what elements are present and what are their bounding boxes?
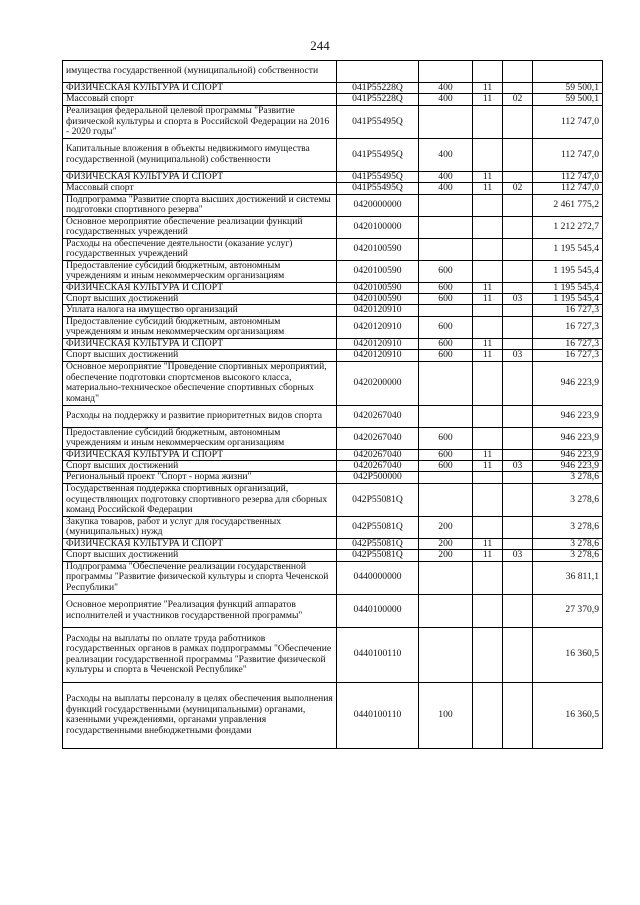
cell-target-code: 041P55228Q (337, 83, 419, 94)
cell-section (473, 405, 503, 427)
cell-target-code: 0440100000 (337, 594, 419, 627)
cell-amount: 112 747,0 (533, 138, 603, 171)
cell-expense-type: 600 (419, 316, 473, 338)
cell-subsection (503, 682, 533, 748)
cell-target-code: 0440100110 (337, 627, 419, 682)
cell-section (473, 361, 503, 405)
table-row (63, 138, 603, 171)
cell-amount: 946 223,9 (533, 427, 603, 449)
table-row (63, 561, 603, 594)
cell-amount: 16 727,3 (533, 316, 603, 338)
cell-section (473, 682, 503, 748)
cell-section (473, 427, 503, 449)
cell-subsection (503, 427, 533, 449)
cell-section: 11 (473, 83, 503, 94)
table-row (63, 294, 603, 305)
cell-expense-type: 600 (419, 260, 473, 282)
cell-amount: 1 195 545,4 (533, 294, 603, 305)
cell-subsection (503, 171, 533, 182)
table-row (63, 61, 603, 83)
cell-subsection (503, 194, 533, 216)
page-number: 244 (310, 38, 330, 53)
table-row (63, 194, 603, 216)
cell-target-code: 042P55081Q (337, 516, 419, 538)
cell-target-code: 0440100110 (337, 682, 419, 748)
cell-expense-type: 600 (419, 282, 473, 293)
cell-expense-type (419, 238, 473, 260)
cell-amount: 946 223,9 (533, 405, 603, 427)
cell-target-code: 0420100000 (337, 216, 419, 238)
table-row (63, 94, 603, 105)
cell-amount: 1 195 545,4 (533, 260, 603, 282)
cell-target-code: 041P55495Q (337, 138, 419, 171)
table-row (63, 627, 603, 682)
cell-target-code: 042P55081Q (337, 483, 419, 516)
cell-name: Капитальные вложения в объекты недвижимого имущества государственной (муниципальной) собственности (63, 138, 337, 171)
cell-amount: 946 223,9 (533, 449, 603, 460)
table-row (63, 682, 603, 748)
cell-expense-type (419, 561, 473, 594)
cell-name: Основное мероприятие "Проведение спортивных мероприятий, обеспечение подготовки спортсменов высокого класса, материально-техническое обеспечение спортивных сборных команд" (63, 361, 337, 405)
table-row (63, 483, 603, 516)
cell-expense-type (419, 483, 473, 516)
cell-section (473, 105, 503, 138)
cell-section: 11 (473, 550, 503, 561)
cell-subsection (503, 105, 533, 138)
cell-expense-type: 600 (419, 449, 473, 460)
table-row (63, 538, 603, 549)
cell-amount (533, 61, 603, 83)
cell-name: Подпрограмма "Обеспечение реализации государственной программы "Развитие физической культуры и спорта Чеченской Республики" (63, 561, 337, 594)
cell-section (473, 516, 503, 538)
cell-name: Государственная поддержка спортивных организаций, осуществляющих подготовку спортивного резерва для сборных команд Российской Федерации (63, 483, 337, 516)
cell-amount: 3 278,6 (533, 516, 603, 538)
cell-name: Основное мероприятие "Реализация функций аппаратов исполнителей и участников государственной программы" (63, 594, 337, 627)
cell-subsection (503, 361, 533, 405)
cell-target-code: 0420100590 (337, 238, 419, 260)
cell-target-code: 0420120910 (337, 305, 419, 316)
table-row (63, 350, 603, 361)
cell-section: 11 (473, 449, 503, 460)
cell-name: Предоставление субсидий бюджетным, автономным учреждениям и иным некоммерческим организациям (63, 260, 337, 282)
cell-name: Уплата налога на имущество организаций (63, 305, 337, 316)
cell-name: ФИЗИЧЕСКАЯ КУЛЬТУРА И СПОРТ (63, 449, 337, 460)
cell-name: Спорт высших достижений (63, 350, 337, 361)
cell-expense-type: 400 (419, 138, 473, 171)
cell-expense-type (419, 305, 473, 316)
cell-section (473, 138, 503, 171)
cell-section (473, 305, 503, 316)
cell-target-code: 0420100590 (337, 260, 419, 282)
cell-target-code: 0420120910 (337, 316, 419, 338)
cell-target-code: 042P55081Q (337, 538, 419, 549)
table-row (63, 316, 603, 338)
cell-amount: 3 278,6 (533, 472, 603, 483)
cell-subsection (503, 483, 533, 516)
cell-amount: 27 370,9 (533, 594, 603, 627)
cell-amount: 16 727,3 (533, 350, 603, 361)
cell-amount: 112 747,0 (533, 183, 603, 194)
cell-target-code: 0420100590 (337, 282, 419, 293)
cell-expense-type (419, 61, 473, 83)
table-row (63, 83, 603, 94)
cell-section: 11 (473, 94, 503, 105)
cell-amount: 16 360,5 (533, 682, 603, 748)
table-row (63, 338, 603, 349)
cell-subsection (503, 282, 533, 293)
cell-subsection: 02 (503, 94, 533, 105)
cell-target-code: 042P500000 (337, 472, 419, 483)
cell-target-code: 042P55081Q (337, 550, 419, 561)
cell-name: ФИЗИЧЕСКАЯ КУЛЬТУРА И СПОРТ (63, 83, 337, 94)
cell-subsection (503, 627, 533, 682)
cell-expense-type (419, 105, 473, 138)
cell-expense-type: 400 (419, 171, 473, 182)
cell-expense-type (419, 216, 473, 238)
cell-name: Реализация федеральной целевой программы "Развитие физической культуры и спорта в Российской Федерации на 2016 - 2020 годы" (63, 105, 337, 138)
cell-subsection (503, 594, 533, 627)
cell-section: 11 (473, 294, 503, 305)
budget-table (62, 60, 603, 749)
cell-target-code: 041P55495Q (337, 105, 419, 138)
table-row (63, 105, 603, 138)
cell-amount: 1 212 272,7 (533, 216, 603, 238)
table-row (63, 361, 603, 405)
cell-subsection (503, 472, 533, 483)
cell-name: ФИЗИЧЕСКАЯ КУЛЬТУРА И СПОРТ (63, 538, 337, 549)
cell-name: Массовый спорт (63, 94, 337, 105)
cell-target-code: 0420267040 (337, 461, 419, 472)
table-row (63, 282, 603, 293)
cell-amount: 1 195 545,4 (533, 282, 603, 293)
cell-subsection: 03 (503, 550, 533, 561)
cell-expense-type: 100 (419, 682, 473, 748)
cell-section: 11 (473, 350, 503, 361)
cell-expense-type: 600 (419, 350, 473, 361)
cell-amount: 112 747,0 (533, 105, 603, 138)
cell-name: Расходы на поддержку и развитие приоритетных видов спорта (63, 405, 337, 427)
cell-amount: 112 747,0 (533, 171, 603, 182)
cell-section (473, 238, 503, 260)
cell-subsection (503, 305, 533, 316)
cell-amount: 59 500,1 (533, 94, 603, 105)
cell-name: Расходы на выплаты персоналу в целях обеспечения выполнения функций государственными (муниципальными) органами, казенными учреждениями, органами управления государственными внебюджетными фондами (63, 682, 337, 748)
cell-subsection (503, 561, 533, 594)
cell-amount: 946 223,9 (533, 361, 603, 405)
cell-amount: 16 360,5 (533, 627, 603, 682)
cell-section (473, 627, 503, 682)
table-row (63, 516, 603, 538)
table-body (63, 61, 603, 749)
cell-subsection (503, 338, 533, 349)
cell-expense-type: 600 (419, 461, 473, 472)
cell-section (473, 316, 503, 338)
cell-subsection: 03 (503, 294, 533, 305)
cell-section (473, 561, 503, 594)
cell-amount: 59 500,1 (533, 83, 603, 94)
cell-name: Подпрограмма "Развитие спорта высших достижений и системы подготовки спортивного резерва" (63, 194, 337, 216)
cell-amount: 2 461 775,2 (533, 194, 603, 216)
cell-subsection (503, 538, 533, 549)
cell-section (473, 260, 503, 282)
cell-subsection (503, 138, 533, 171)
table-row (63, 260, 603, 282)
cell-target-code: 0420000000 (337, 194, 419, 216)
cell-target-code: 0420120910 (337, 350, 419, 361)
cell-expense-type: 200 (419, 516, 473, 538)
cell-amount: 3 278,6 (533, 550, 603, 561)
cell-expense-type (419, 594, 473, 627)
table-row (63, 238, 603, 260)
cell-expense-type: 400 (419, 83, 473, 94)
cell-amount: 1 195 545,4 (533, 238, 603, 260)
cell-target-code: 0440000000 (337, 561, 419, 594)
cell-name: Спорт высших достижений (63, 550, 337, 561)
cell-expense-type (419, 472, 473, 483)
cell-subsection (503, 316, 533, 338)
cell-name: ФИЗИЧЕСКАЯ КУЛЬТУРА И СПОРТ (63, 282, 337, 293)
cell-subsection (503, 83, 533, 94)
cell-expense-type: 600 (419, 294, 473, 305)
cell-expense-type: 600 (419, 338, 473, 349)
table-row (63, 449, 603, 460)
cell-subsection (503, 449, 533, 460)
cell-section: 11 (473, 171, 503, 182)
cell-target-code: 0420267040 (337, 427, 419, 449)
cell-section (473, 194, 503, 216)
cell-subsection (503, 405, 533, 427)
cell-section: 11 (473, 461, 503, 472)
cell-target-code: 041P55228Q (337, 94, 419, 105)
cell-expense-type: 600 (419, 427, 473, 449)
cell-name: Расходы на выплаты по оплате труда работников государственных органов в рамках подпрограммы "Обеспечение реализации государственной программы "Развитие физической культуры и спорта в Чеченской Республике" (63, 627, 337, 682)
cell-subsection: 03 (503, 461, 533, 472)
cell-target-code: 0420200000 (337, 361, 419, 405)
cell-expense-type (419, 194, 473, 216)
cell-subsection: 02 (503, 183, 533, 194)
cell-target-code: 0420267040 (337, 405, 419, 427)
cell-section: 11 (473, 538, 503, 549)
cell-section (473, 216, 503, 238)
cell-subsection (503, 516, 533, 538)
cell-amount: 16 727,3 (533, 305, 603, 316)
cell-amount: 16 727,3 (533, 338, 603, 349)
cell-name: ФИЗИЧЕСКАЯ КУЛЬТУРА И СПОРТ (63, 338, 337, 349)
cell-name: Массовый спорт (63, 183, 337, 194)
cell-subsection (503, 216, 533, 238)
cell-name: Основное мероприятие обеспечение реализации функций государственных учреждений (63, 216, 337, 238)
cell-section (473, 594, 503, 627)
cell-name: имущества государственной (муниципальной) собственности (63, 61, 337, 83)
table-row (63, 550, 603, 561)
cell-expense-type (419, 405, 473, 427)
cell-section: 11 (473, 183, 503, 194)
table-row (63, 405, 603, 427)
table-row (63, 305, 603, 316)
cell-target-code: 0420100590 (337, 294, 419, 305)
cell-subsection: 03 (503, 350, 533, 361)
cell-name: ФИЗИЧЕСКАЯ КУЛЬТУРА И СПОРТ (63, 171, 337, 182)
cell-expense-type: 200 (419, 550, 473, 561)
cell-name: Предоставление субсидий бюджетным, автономным учреждениям и иным некоммерческим организациям (63, 427, 337, 449)
cell-name: Предоставление субсидий бюджетным, автономным учреждениям и иным некоммерческим организациям (63, 316, 337, 338)
cell-section (473, 61, 503, 83)
table-row (63, 183, 603, 194)
cell-expense-type (419, 627, 473, 682)
table-row (63, 427, 603, 449)
cell-name: Закупка товаров, работ и услуг для государственных (муниципальных) нужд (63, 516, 337, 538)
table-row (63, 461, 603, 472)
cell-target-code: 041P55495Q (337, 183, 419, 194)
cell-subsection (503, 61, 533, 83)
cell-name: Спорт высших достижений (63, 461, 337, 472)
cell-expense-type: 200 (419, 538, 473, 549)
cell-target-code: 0420267040 (337, 449, 419, 460)
cell-amount: 3 278,6 (533, 538, 603, 549)
cell-section (473, 472, 503, 483)
cell-name: Спорт высших достижений (63, 294, 337, 305)
table-row (63, 472, 603, 483)
cell-subsection (503, 260, 533, 282)
cell-amount: 36 811,1 (533, 561, 603, 594)
table-row (63, 171, 603, 182)
cell-subsection (503, 238, 533, 260)
cell-amount: 3 278,6 (533, 483, 603, 516)
cell-expense-type: 400 (419, 183, 473, 194)
cell-section: 11 (473, 338, 503, 349)
cell-name: Региональный проект "Спорт - норма жизни" (63, 472, 337, 483)
table-row (63, 594, 603, 627)
cell-target-code: 041P55495Q (337, 171, 419, 182)
cell-amount: 946 223,9 (533, 461, 603, 472)
cell-section (473, 483, 503, 516)
cell-section: 11 (473, 282, 503, 293)
cell-expense-type: 400 (419, 94, 473, 105)
cell-target-code: 0420120910 (337, 338, 419, 349)
cell-expense-type (419, 361, 473, 405)
cell-name: Расходы на обеспечение деятельности (оказание услуг) государственных учреждений (63, 238, 337, 260)
table-row (63, 216, 603, 238)
cell-target-code (337, 61, 419, 83)
